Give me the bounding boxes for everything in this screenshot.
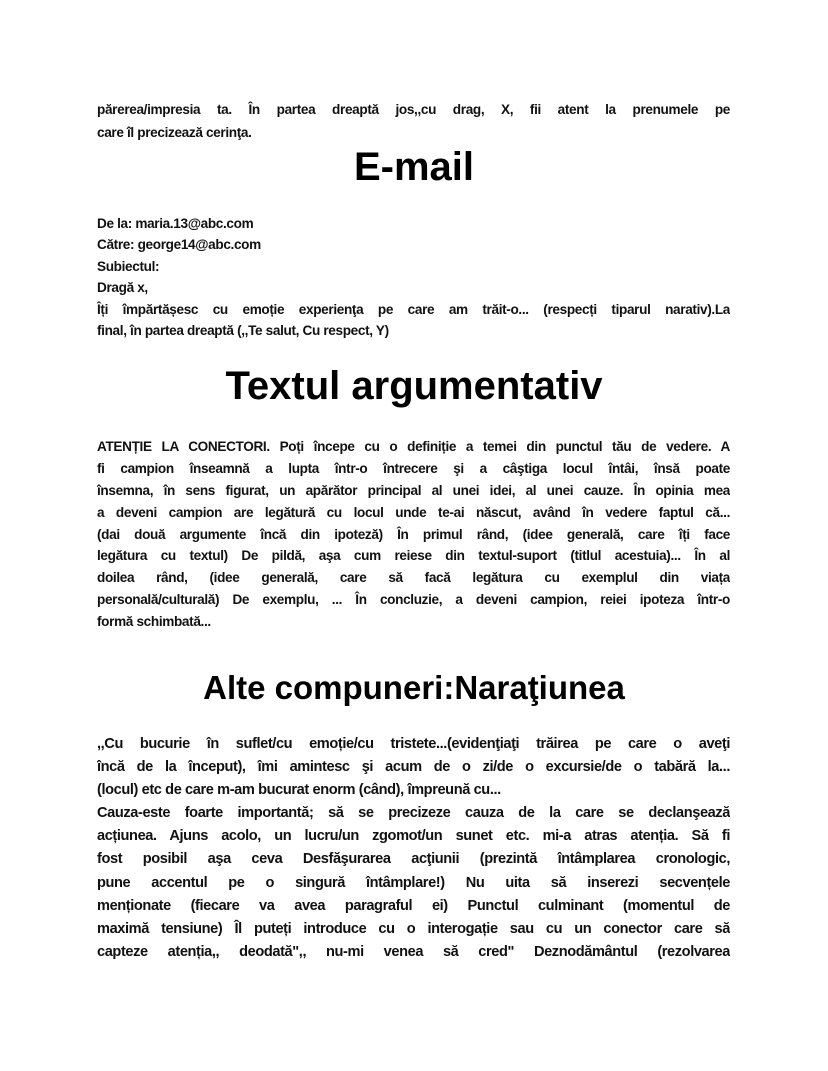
- naratiune-paragraph: [97, 733, 730, 964]
- text-line: final, în partea dreaptă (,,Te salut, Cu respect, Y): [97, 322, 389, 338]
- text-line: fi campion înseamnă a lupta într-o întrecere şi a câştiga locul întâi, însă poate: [97, 460, 730, 476]
- text-line: pune accentul pe o singură întâmplare!) Nu uita să inserezi secvențele: [97, 874, 730, 891]
- text-line: Către: george14@abc.com: [97, 237, 261, 253]
- text-line: De la: maria.13@abc.com: [97, 216, 254, 231]
- text-line: acțiunea. Ajuns acolo, un lucru/un zgomot/un sunet etc. mi-a atras atenția. Să fi: [97, 828, 730, 845]
- intro-paragraph: [97, 98, 730, 144]
- argumentativ-paragraph: [97, 436, 730, 633]
- text-line: Îți împărtășesc cu emoție experienţa pe care am trăit-o... (respecți tiparul narativ).La: [97, 301, 730, 317]
- text-line: ,,Cu bucurie în suflet/cu emoție/cu tristete...(evidenţiaţi trăirea pe care o aveţi: [97, 736, 730, 752]
- text-line: încă de la început), îmi amintesc şi acum de o zi/de o excursie/de o tabără la...: [97, 759, 730, 776]
- text-line: Cauza-este foarte importantă; să se precizeze cauza de la care se declanşează: [97, 805, 730, 822]
- text-line: Subiectul:: [97, 258, 160, 274]
- text-line: însemna, în sens figurat, un apărător principal al unei idei, al unei cauze. În opinia mea: [97, 482, 730, 498]
- email-heading: E-mail: [353, 145, 475, 189]
- argumentativ-heading: Textul argumentativ: [225, 364, 603, 408]
- text-line: capteze atenția,, deodată",, nu-mi venea să cred" Deznodământul (rezolvarea: [97, 943, 730, 960]
- text-line: formă schimbată...: [97, 614, 211, 630]
- text-line: personală/culturală) De exemplu, ... În concluzie, a deveni campion, reiei ipoteza într-o: [97, 592, 730, 608]
- text-line: care îl precizează cerinţa.: [97, 125, 252, 140]
- text-line: (locul) etc de care m-am bucurat enorm (când), împreună cu...: [97, 782, 501, 799]
- text-line: fost posibil aşa ceva Desfăşurarea acţiunii (prezintă întâmplarea cronologic,: [97, 851, 730, 868]
- text-line: Dragă x,: [97, 280, 148, 296]
- text-line: maximă tensiune) Îl puteți introduce cu o interogație sau cu un conector care să: [97, 920, 730, 937]
- text-line: părerea/impresia ta. În partea dreaptă jos,,cu drag, X, fii atent la prenumele pe: [97, 102, 730, 117]
- text-line: (dai două argumente încă din ipoteză) În primul rând, (idee generală, care îți face: [97, 526, 730, 542]
- text-line: legătura cu textul) De pildă, aşa cum reiese din textul-suport (titlul acestuia)... În al: [97, 548, 730, 564]
- text-line: menționate (fiecare va avea paragraful ei) Punctul culminant (momentul de: [97, 897, 730, 914]
- text-line: doilea rând, (idee generală, care să facă legătura cu exemplul din viața: [97, 570, 730, 586]
- text-line: ATENȚIE LA CONECTORI. Poți începe cu o definiție a temei din punctul tău de vedere. A: [97, 439, 730, 454]
- email-paragraph: [97, 213, 730, 341]
- text-line: a deveni campion are legătură cu locul unde te-ai născut, având în vedere faptul că...: [97, 504, 730, 520]
- naratiune-heading: Alte compuneri:Naraţiunea: [203, 669, 625, 706]
